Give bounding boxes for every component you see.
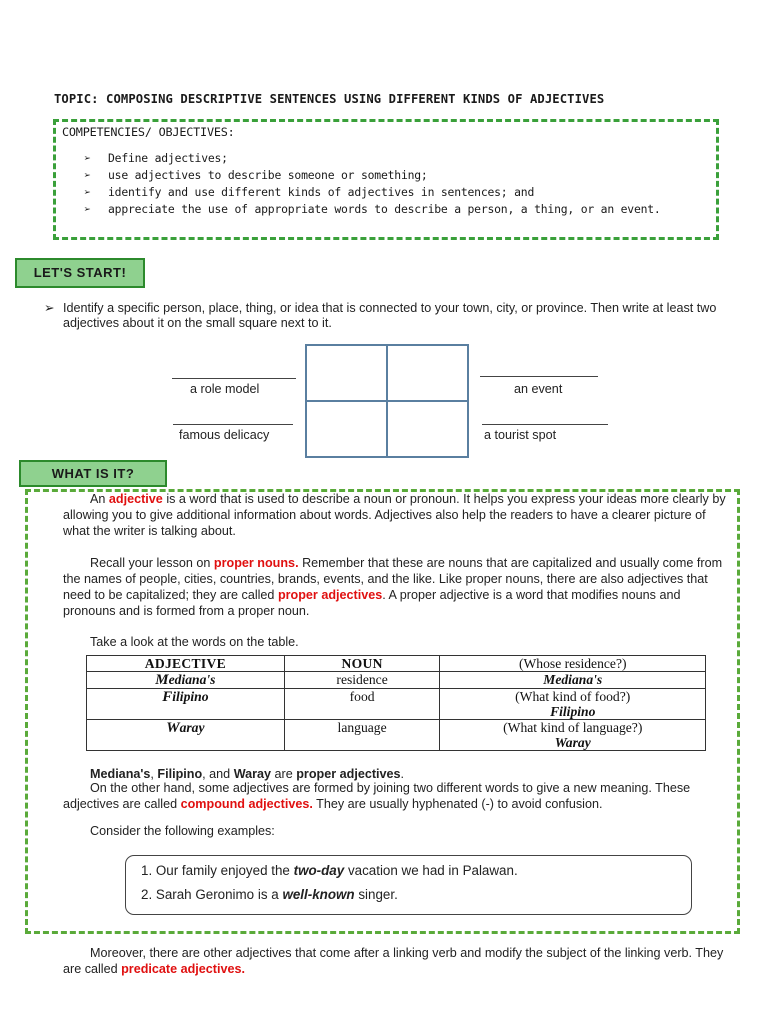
paragraph-examples-intro: Consider the following examples: [90, 824, 275, 838]
table-cell: language [284, 720, 440, 751]
example-sentence: 1. Our family enjoyed the two-day vacation we had in Palawan. [141, 863, 518, 878]
arrow-bullet-icon: ➢ [84, 185, 91, 199]
answer-line-famous-delicacy [173, 424, 293, 425]
table-row [87, 689, 706, 720]
adjective-table [86, 655, 706, 751]
paragraph-table-intro: Take a look at the words on the table. [90, 635, 299, 649]
lets-start-label: LET'S START! [15, 258, 145, 288]
table-header: NOUN [284, 656, 440, 672]
objective-item: ➢ identify and use different kinds of adjectives in sentences; and [84, 185, 535, 199]
paragraph-proper-adjectives: Recall your lesson on proper nouns. Remember that these are nouns that are capitalized and usually come from the names of people, cities, countries, brands, events, and the like. Like proper nouns, there are also adjectives that need to be capitalized; they are called proper adjectives. A proper adjective is a word that modifies nouns and pronouns and is formed from a proper noun. [63, 556, 723, 618]
table-cell: (What kind of food?) Filipino [440, 689, 706, 720]
arrow-bullet-icon: ➢ [84, 168, 91, 182]
table-cell: residence [284, 672, 440, 689]
answer-line-tourist-spot [482, 424, 608, 425]
example-sentence: 2. Sarah Geronimo is a well-known singer. [141, 887, 398, 902]
table-header-row [87, 656, 706, 672]
paragraph-predicate-adjectives: Moreover, there are other adjectives that come after a linking verb and modify the subject of the linking verb. They are called predicate adjectives. [63, 946, 724, 976]
answer-line-role-model [172, 378, 296, 379]
label-event: an event [514, 382, 563, 396]
table-row [87, 672, 706, 689]
table-cell: Waray [87, 720, 285, 751]
table-row [87, 720, 706, 751]
table-cell: Filipino [87, 689, 285, 720]
paragraph-proper-adjective-examples: Mediana's, Filipino, and Waray are proper adjectives. [90, 767, 405, 781]
arrow-bullet-icon: ➢ [84, 202, 91, 216]
label-tourist-spot: a tourist spot [484, 428, 557, 442]
objective-item: ➢ appreciate the use of appropriate words to describe a person, a thing, or an event. [84, 202, 661, 216]
table-cell: (What kind of language?) Waray [440, 720, 706, 751]
arrow-bullet-icon: ➢ [84, 151, 91, 165]
paragraph-compound-adjectives: On the other hand, some adjectives are formed by joining two different words to give a new meaning. These adjectives are called compound adjectives. They are usually hyphenated (-) to avoid confusion. [63, 781, 691, 811]
answer-grid [305, 344, 469, 458]
what-is-it-label: WHAT IS IT? [19, 460, 167, 487]
label-famous-delicacy: famous delicacy [179, 428, 270, 442]
objective-item: ➢ Define adjectives; [84, 151, 228, 165]
objective-item: ➢ use adjectives to describe someone or something; [84, 168, 428, 182]
answer-line-event [480, 376, 598, 377]
table-cell: food [284, 689, 440, 720]
start-instruction: ➢ Identify a specific person, place, thing, or idea that is connected to your town, city, or province. Then write at least two adjectives about it on the small square next to it. [44, 301, 717, 330]
table-cell: Mediana's [87, 672, 285, 689]
arrow-bullet-icon: ➢ [44, 301, 55, 315]
objectives-heading: COMPETENCIES/ OBJECTIVES: [62, 125, 235, 139]
grid-divider-horizontal [307, 400, 467, 402]
table-cell: Mediana's [440, 672, 706, 689]
table-header: ADJECTIVE [87, 656, 285, 672]
paragraph-adjective-definition: An adjective is a word that is used to describe a noun or pronoun. It helps you express your ideas more clearly by allowing you to give additional information about words. Adjectives also help the readers to have a clearer picture of what the writer is talking about. [63, 492, 726, 538]
topic-title: TOPIC: COMPOSING DESCRIPTIVE SENTENCES USING DIFFERENT KINDS OF ADJECTIVES [54, 92, 605, 106]
table-cell: (Whose residence?) [440, 656, 706, 672]
label-role-model: a role model [190, 382, 260, 396]
